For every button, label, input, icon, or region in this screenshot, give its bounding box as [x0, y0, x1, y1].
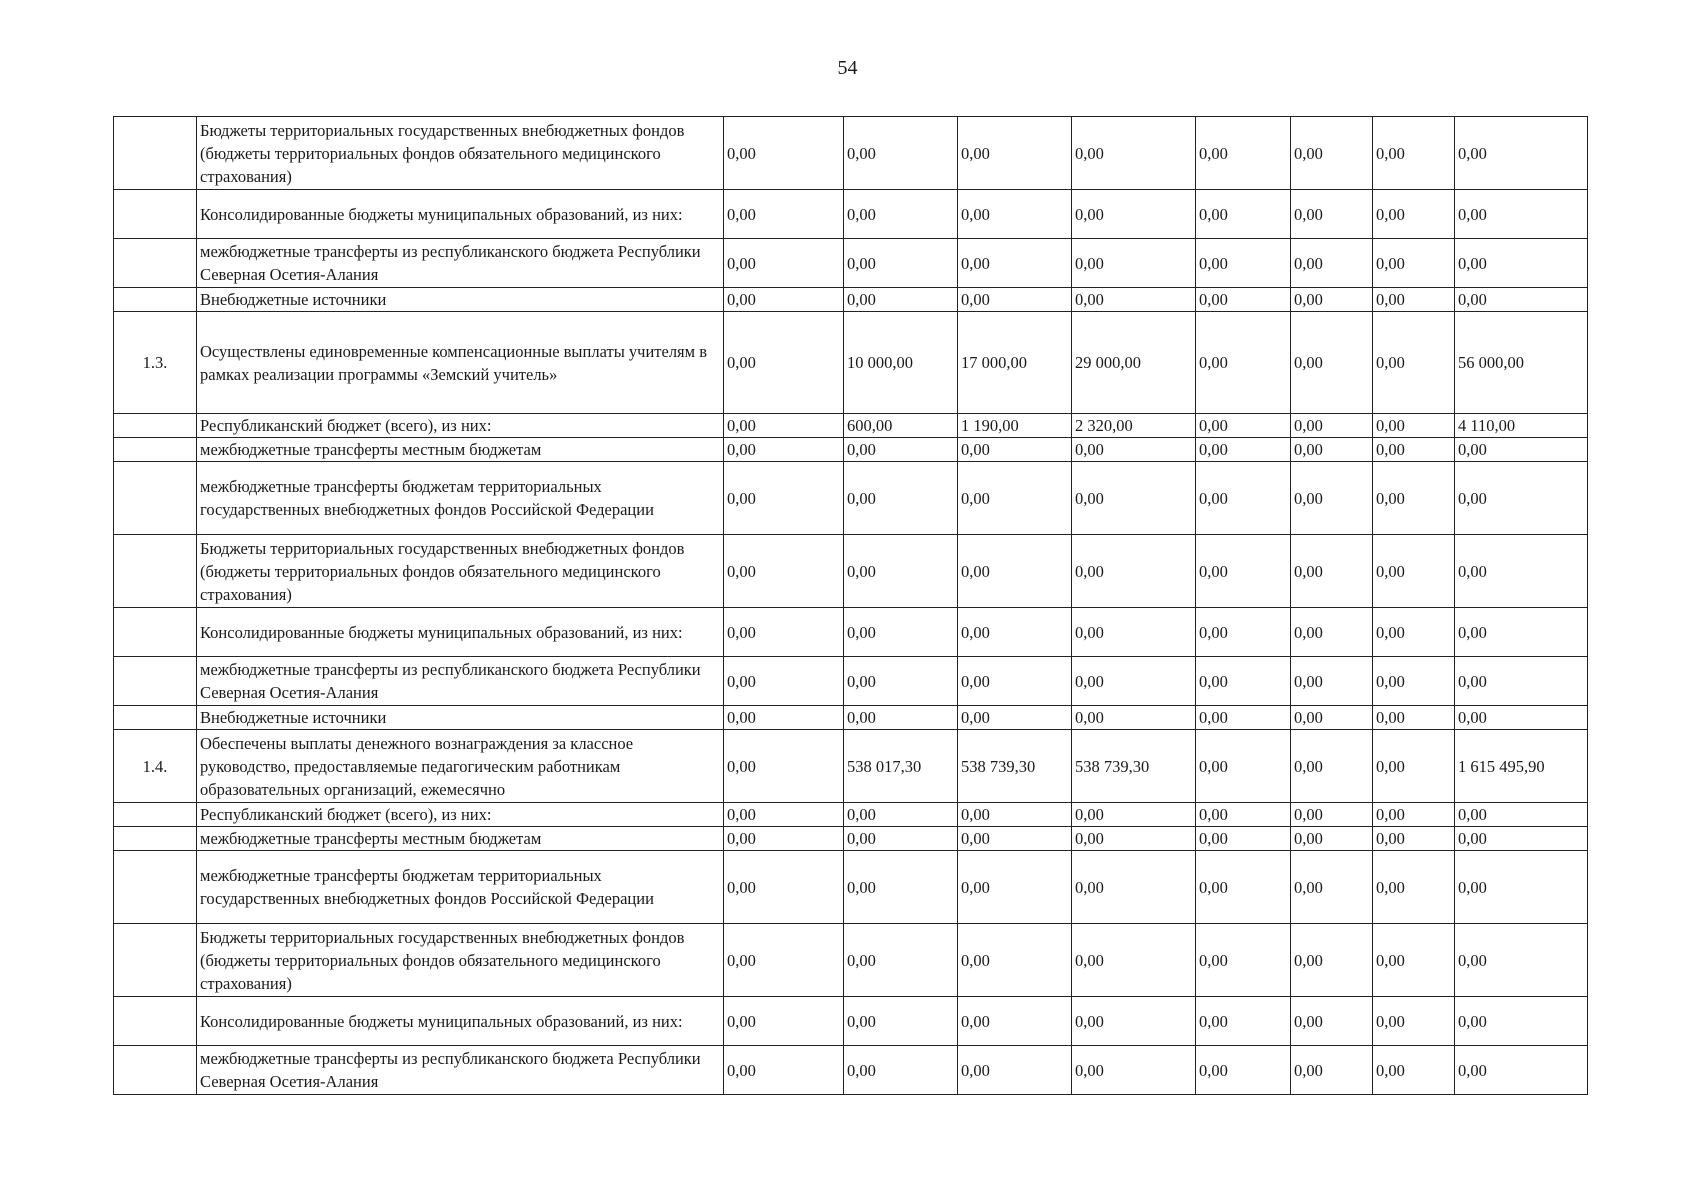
- budget-table: [113, 116, 1588, 1095]
- row-number-cell: [114, 190, 197, 239]
- value-cell: 0,00: [1072, 706, 1196, 730]
- value-cell: 0,00: [724, 239, 844, 288]
- value-cell: 0,00: [1291, 239, 1373, 288]
- value-cell: 0,00: [958, 657, 1072, 706]
- value-cell: 0,00: [1072, 288, 1196, 312]
- value-cell: 0,00: [958, 190, 1072, 239]
- row-number-cell: [114, 438, 197, 462]
- value-cell: 0,00: [844, 438, 958, 462]
- value-cell: 0,00: [724, 414, 844, 438]
- value-cell: 0,00: [1072, 535, 1196, 608]
- value-cell: 0,00: [1455, 1046, 1588, 1095]
- value-cell: 0,00: [1373, 312, 1455, 414]
- value-cell: 0,00: [1196, 803, 1291, 827]
- row-number-cell: 1.3.: [114, 312, 197, 414]
- row-description-cell: Осуществлены единовременные компенсационные выплаты учителям в рамках реализации программы «Земский учитель»: [197, 312, 724, 414]
- row-number-cell: [114, 117, 197, 190]
- table-row: [114, 608, 1588, 657]
- value-cell: 0,00: [1291, 706, 1373, 730]
- row-description-cell: Внебюджетные источники: [197, 288, 724, 312]
- value-cell: 0,00: [1196, 414, 1291, 438]
- value-cell: 0,00: [1291, 827, 1373, 851]
- row-number-cell: [114, 239, 197, 288]
- table-row: [114, 924, 1588, 997]
- value-cell: 0,00: [1291, 608, 1373, 657]
- row-description-cell: Республиканский бюджет (всего), из них:: [197, 414, 724, 438]
- value-cell: 0,00: [1291, 803, 1373, 827]
- row-number-cell: [114, 414, 197, 438]
- table-row: [114, 803, 1588, 827]
- row-number-cell: 1.4.: [114, 730, 197, 803]
- value-cell: 0,00: [1455, 851, 1588, 924]
- value-cell: 0,00: [958, 1046, 1072, 1095]
- value-cell: 0,00: [1196, 657, 1291, 706]
- value-cell: 0,00: [724, 438, 844, 462]
- value-cell: 0,00: [1196, 924, 1291, 997]
- table-row: [114, 730, 1588, 803]
- value-cell: 0,00: [844, 1046, 958, 1095]
- table-row: [114, 827, 1588, 851]
- row-number-cell: [114, 1046, 197, 1095]
- value-cell: 0,00: [1373, 924, 1455, 997]
- value-cell: 0,00: [1373, 706, 1455, 730]
- table-row: [114, 535, 1588, 608]
- value-cell: 0,00: [724, 535, 844, 608]
- row-description-cell: Внебюджетные источники: [197, 706, 724, 730]
- value-cell: 0,00: [1373, 997, 1455, 1046]
- row-number-cell: [114, 462, 197, 535]
- value-cell: 0,00: [958, 851, 1072, 924]
- value-cell: 0,00: [1455, 827, 1588, 851]
- value-cell: 0,00: [844, 117, 958, 190]
- value-cell: 0,00: [1072, 657, 1196, 706]
- value-cell: 0,00: [844, 239, 958, 288]
- value-cell: 0,00: [724, 462, 844, 535]
- value-cell: 0,00: [1455, 190, 1588, 239]
- value-cell: 0,00: [1072, 803, 1196, 827]
- row-description-cell: межбюджетные трансферты из республиканского бюджета Республики Северная Осетия-Алания: [197, 239, 724, 288]
- value-cell: 0,00: [958, 924, 1072, 997]
- value-cell: 1 615 495,90: [1455, 730, 1588, 803]
- value-cell: 0,00: [1373, 657, 1455, 706]
- row-number-cell: [114, 851, 197, 924]
- value-cell: 0,00: [958, 997, 1072, 1046]
- value-cell: 0,00: [1196, 190, 1291, 239]
- table-row: [114, 462, 1588, 535]
- value-cell: 0,00: [1196, 535, 1291, 608]
- row-description-cell: межбюджетные трансферты из республиканского бюджета Республики Северная Осетия-Алания: [197, 657, 724, 706]
- value-cell: 0,00: [1373, 414, 1455, 438]
- value-cell: 538 739,30: [958, 730, 1072, 803]
- value-cell: 0,00: [1455, 535, 1588, 608]
- row-description-cell: Бюджеты территориальных государственных внебюджетных фондов (бюджеты территориальных фондов обязательного медицинского страхования): [197, 535, 724, 608]
- value-cell: 0,00: [1196, 239, 1291, 288]
- value-cell: 0,00: [1196, 730, 1291, 803]
- value-cell: 1 190,00: [958, 414, 1072, 438]
- value-cell: 0,00: [1373, 288, 1455, 312]
- row-description-cell: Бюджеты территориальных государственных внебюджетных фондов (бюджеты территориальных фондов обязательного медицинского страхования): [197, 117, 724, 190]
- value-cell: 0,00: [1373, 462, 1455, 535]
- table-row: [114, 288, 1588, 312]
- row-description-cell: межбюджетные трансферты из республиканского бюджета Республики Северная Осетия-Алания: [197, 1046, 724, 1095]
- value-cell: 0,00: [1196, 851, 1291, 924]
- value-cell: 0,00: [724, 288, 844, 312]
- value-cell: 0,00: [1455, 608, 1588, 657]
- value-cell: 0,00: [958, 535, 1072, 608]
- row-description-cell: Консолидированные бюджеты муниципальных образований, из них:: [197, 608, 724, 657]
- value-cell: 0,00: [724, 997, 844, 1046]
- value-cell: 0,00: [724, 706, 844, 730]
- value-cell: 0,00: [1072, 997, 1196, 1046]
- value-cell: 0,00: [1291, 312, 1373, 414]
- row-description-cell: межбюджетные трансферты местным бюджетам: [197, 827, 724, 851]
- table-row: [114, 414, 1588, 438]
- value-cell: 10 000,00: [844, 312, 958, 414]
- value-cell: 0,00: [1072, 239, 1196, 288]
- table-row: [114, 117, 1588, 190]
- value-cell: 0,00: [724, 730, 844, 803]
- value-cell: 0,00: [1373, 851, 1455, 924]
- value-cell: 0,00: [844, 608, 958, 657]
- value-cell: 0,00: [1373, 535, 1455, 608]
- value-cell: 0,00: [1291, 924, 1373, 997]
- value-cell: 0,00: [1291, 1046, 1373, 1095]
- value-cell: 0,00: [1455, 117, 1588, 190]
- value-cell: 0,00: [844, 190, 958, 239]
- table-row: [114, 657, 1588, 706]
- value-cell: 0,00: [1196, 997, 1291, 1046]
- value-cell: 0,00: [1196, 827, 1291, 851]
- table-row: [114, 312, 1588, 414]
- value-cell: 0,00: [958, 288, 1072, 312]
- value-cell: 0,00: [958, 827, 1072, 851]
- value-cell: 0,00: [724, 803, 844, 827]
- value-cell: 0,00: [1291, 730, 1373, 803]
- value-cell: 0,00: [1455, 462, 1588, 535]
- value-cell: 0,00: [724, 608, 844, 657]
- value-cell: 0,00: [1072, 462, 1196, 535]
- value-cell: 0,00: [724, 924, 844, 997]
- value-cell: 0,00: [1196, 462, 1291, 535]
- value-cell: 0,00: [958, 117, 1072, 190]
- value-cell: 0,00: [724, 851, 844, 924]
- value-cell: 0,00: [844, 997, 958, 1046]
- row-description-cell: Республиканский бюджет (всего), из них:: [197, 803, 724, 827]
- value-cell: 0,00: [1196, 312, 1291, 414]
- value-cell: 0,00: [1373, 190, 1455, 239]
- value-cell: 0,00: [958, 438, 1072, 462]
- value-cell: 0,00: [1291, 414, 1373, 438]
- value-cell: 0,00: [1455, 997, 1588, 1046]
- value-cell: 0,00: [844, 706, 958, 730]
- value-cell: 0,00: [1072, 1046, 1196, 1095]
- value-cell: 0,00: [724, 312, 844, 414]
- row-number-cell: [114, 706, 197, 730]
- value-cell: 0,00: [1196, 288, 1291, 312]
- value-cell: 0,00: [1373, 1046, 1455, 1095]
- row-number-cell: [114, 608, 197, 657]
- value-cell: 0,00: [1291, 438, 1373, 462]
- value-cell: 0,00: [1072, 438, 1196, 462]
- table-row: [114, 190, 1588, 239]
- value-cell: 0,00: [958, 706, 1072, 730]
- value-cell: 0,00: [724, 657, 844, 706]
- value-cell: 0,00: [1455, 438, 1588, 462]
- value-cell: 0,00: [1196, 117, 1291, 190]
- value-cell: 17 000,00: [958, 312, 1072, 414]
- page-number: 54: [837, 57, 858, 79]
- value-cell: 0,00: [1455, 924, 1588, 997]
- value-cell: 0,00: [844, 288, 958, 312]
- value-cell: 0,00: [1455, 239, 1588, 288]
- row-number-cell: [114, 657, 197, 706]
- row-number-cell: [114, 997, 197, 1046]
- value-cell: 0,00: [1455, 288, 1588, 312]
- value-cell: 0,00: [1196, 608, 1291, 657]
- value-cell: 0,00: [1455, 803, 1588, 827]
- value-cell: 0,00: [958, 608, 1072, 657]
- value-cell: 0,00: [1196, 1046, 1291, 1095]
- value-cell: 538 739,30: [1072, 730, 1196, 803]
- value-cell: 56 000,00: [1455, 312, 1588, 414]
- value-cell: 0,00: [1373, 730, 1455, 803]
- row-number-cell: [114, 827, 197, 851]
- value-cell: 0,00: [844, 924, 958, 997]
- value-cell: 0,00: [1291, 462, 1373, 535]
- value-cell: 0,00: [1455, 657, 1588, 706]
- value-cell: 0,00: [844, 535, 958, 608]
- row-description-cell: межбюджетные трансферты бюджетам территориальных государственных внебюджетных фондов Российской Федерации: [197, 851, 724, 924]
- row-number-cell: [114, 803, 197, 827]
- value-cell: 0,00: [1072, 117, 1196, 190]
- table-row: [114, 438, 1588, 462]
- row-description-cell: Консолидированные бюджеты муниципальных образований, из них:: [197, 190, 724, 239]
- value-cell: 0,00: [1291, 851, 1373, 924]
- value-cell: 0,00: [844, 803, 958, 827]
- row-description-cell: Консолидированные бюджеты муниципальных образований, из них:: [197, 997, 724, 1046]
- value-cell: 0,00: [958, 462, 1072, 535]
- row-number-cell: [114, 288, 197, 312]
- value-cell: 600,00: [844, 414, 958, 438]
- value-cell: 0,00: [844, 657, 958, 706]
- value-cell: 4 110,00: [1455, 414, 1588, 438]
- table-row: [114, 706, 1588, 730]
- row-description-cell: межбюджетные трансферты местным бюджетам: [197, 438, 724, 462]
- table-row: [114, 997, 1588, 1046]
- row-description-cell: Бюджеты территориальных государственных внебюджетных фондов (бюджеты территориальных фондов обязательного медицинского страхования): [197, 924, 724, 997]
- value-cell: 29 000,00: [1072, 312, 1196, 414]
- value-cell: 0,00: [958, 803, 1072, 827]
- row-number-cell: [114, 535, 197, 608]
- row-description-cell: Обеспечены выплаты денежного вознаграждения за классное руководство, предоставляемые педагогическим работникам образовательных организаций, ежемесячно: [197, 730, 724, 803]
- value-cell: 0,00: [1291, 997, 1373, 1046]
- value-cell: 0,00: [1373, 117, 1455, 190]
- value-cell: 0,00: [1072, 190, 1196, 239]
- value-cell: 0,00: [1291, 535, 1373, 608]
- value-cell: 0,00: [1373, 803, 1455, 827]
- value-cell: 0,00: [1072, 827, 1196, 851]
- value-cell: 0,00: [1196, 706, 1291, 730]
- table-row: [114, 239, 1588, 288]
- value-cell: 0,00: [1373, 239, 1455, 288]
- value-cell: 0,00: [844, 827, 958, 851]
- value-cell: 0,00: [1072, 924, 1196, 997]
- value-cell: 0,00: [1196, 438, 1291, 462]
- value-cell: 0,00: [1072, 851, 1196, 924]
- value-cell: 0,00: [724, 117, 844, 190]
- table-body: [114, 117, 1588, 1095]
- value-cell: 0,00: [958, 239, 1072, 288]
- value-cell: 0,00: [1291, 190, 1373, 239]
- table-row: [114, 1046, 1588, 1095]
- value-cell: 0,00: [1373, 608, 1455, 657]
- value-cell: 0,00: [1291, 657, 1373, 706]
- table-row: [114, 851, 1588, 924]
- value-cell: 0,00: [1373, 438, 1455, 462]
- value-cell: 0,00: [1072, 608, 1196, 657]
- value-cell: 0,00: [1373, 827, 1455, 851]
- value-cell: 0,00: [1291, 117, 1373, 190]
- value-cell: 0,00: [844, 851, 958, 924]
- row-number-cell: [114, 924, 197, 997]
- value-cell: 0,00: [724, 190, 844, 239]
- value-cell: 0,00: [724, 827, 844, 851]
- value-cell: 0,00: [844, 462, 958, 535]
- value-cell: 0,00: [1455, 706, 1588, 730]
- row-description-cell: межбюджетные трансферты бюджетам территориальных государственных внебюджетных фондов Российской Федерации: [197, 462, 724, 535]
- value-cell: 2 320,00: [1072, 414, 1196, 438]
- value-cell: 0,00: [724, 1046, 844, 1095]
- value-cell: 538 017,30: [844, 730, 958, 803]
- value-cell: 0,00: [1291, 288, 1373, 312]
